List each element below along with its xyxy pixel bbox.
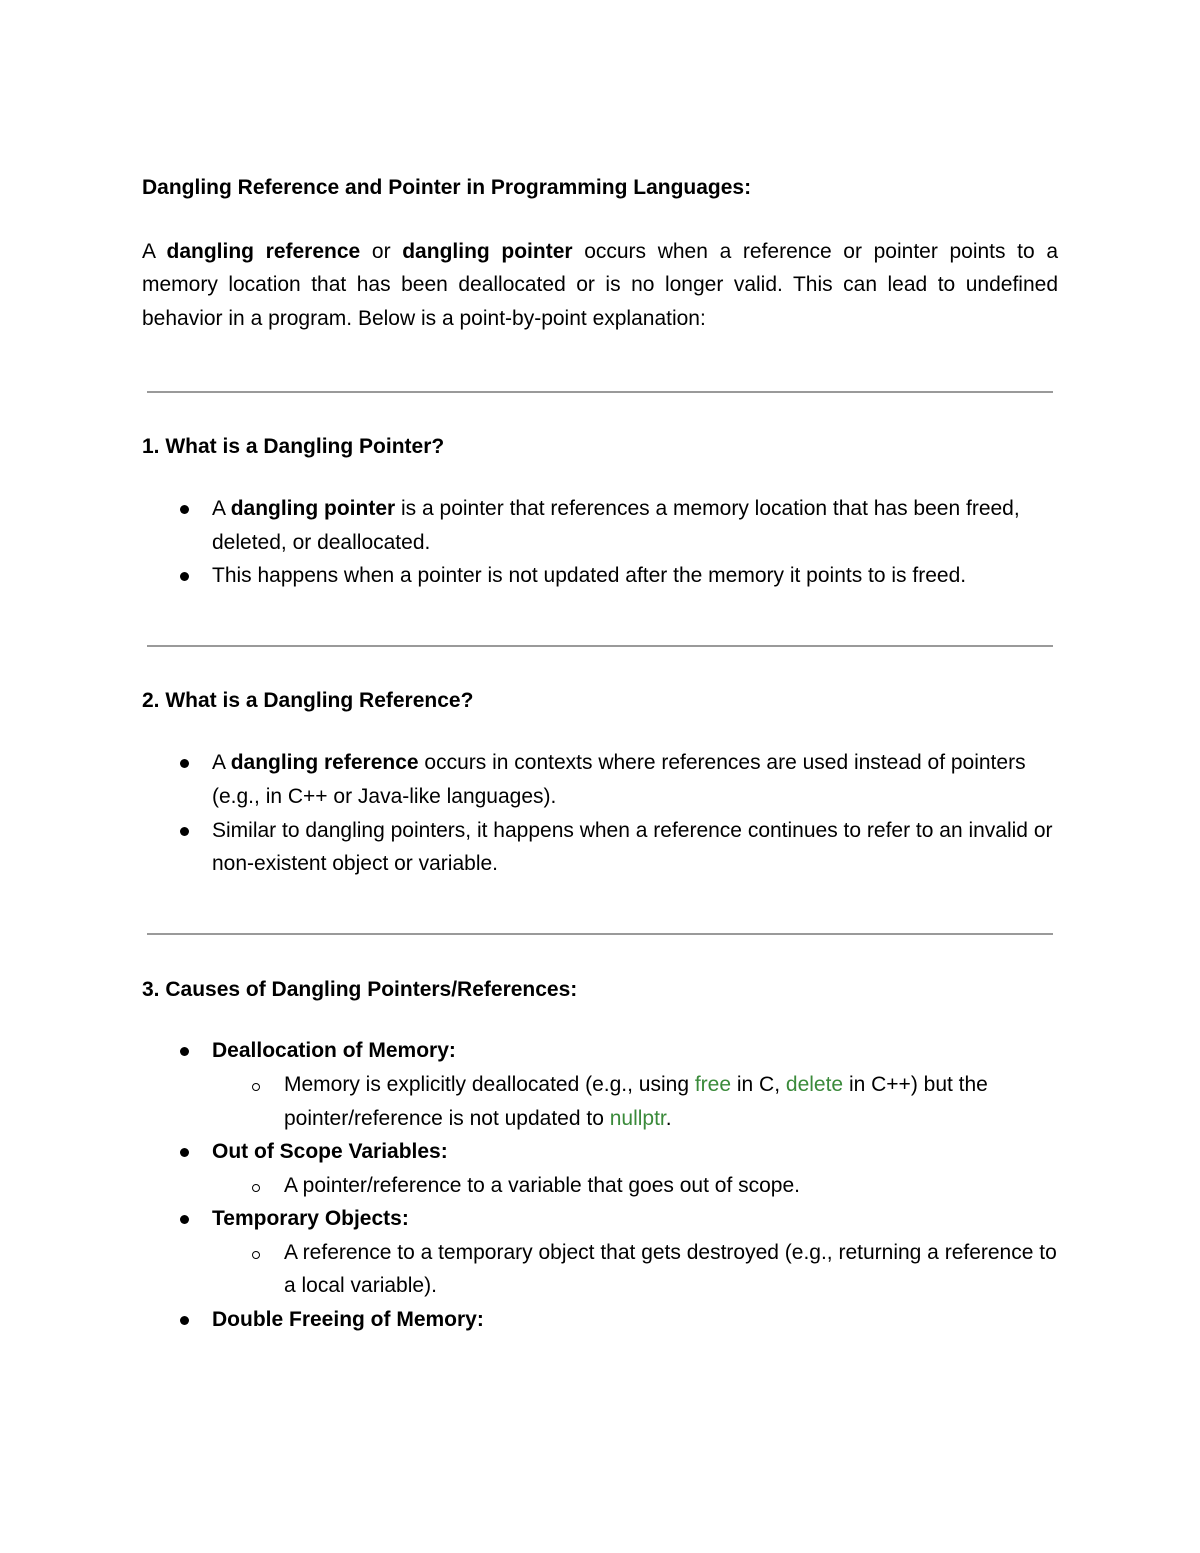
list-item [142, 1034, 1058, 1135]
horizontal-rule [147, 391, 1053, 393]
code-delete: delete [785, 1072, 844, 1096]
section-3-list [142, 1034, 1058, 1336]
bullet-icon [180, 1047, 189, 1056]
horizontal-rule [147, 645, 1053, 647]
bullet-icon [180, 1215, 189, 1224]
list-item [142, 1303, 1058, 1337]
hollow-bullet-icon [252, 1184, 260, 1192]
bullet-icon [180, 505, 189, 514]
cause-label: Deallocation of Memory: [212, 1039, 456, 1063]
sub-list [212, 1068, 1058, 1135]
section-1-heading: 1. What is a Dangling Pointer? [142, 435, 445, 459]
document-body [142, 171, 1058, 1337]
intro-text-1: A [142, 239, 167, 263]
bullet-icon [180, 572, 189, 581]
bold-term: dangling pointer [230, 496, 396, 520]
intro-text-2: or [360, 239, 403, 263]
bullet-icon [180, 759, 189, 768]
bullet-icon [180, 1148, 189, 1157]
intro-bold-dangling-reference: dangling reference [166, 239, 361, 263]
cause-label: Out of Scope Variables: [212, 1140, 448, 1164]
intro-paragraph [142, 235, 1058, 336]
intro-bold-dangling-pointer: dangling pointer [402, 239, 573, 263]
sub-list [212, 1169, 1058, 1203]
sub-list [212, 1236, 1058, 1303]
hollow-bullet-icon [252, 1083, 260, 1091]
list-item: This happens when a pointer is not updated after the memory it points to is freed. [142, 559, 1058, 593]
bold-term: dangling reference [230, 751, 419, 775]
bullet-icon [180, 827, 189, 836]
cause-label: Double Freeing of Memory: [212, 1308, 484, 1332]
horizontal-rule [147, 933, 1053, 935]
sub-list-item: Memory is explicitly deallocated (e.g., using free in C, delete in C++) but the pointer/reference is not updated to nullptr. [212, 1068, 1058, 1135]
hollow-bullet-icon [252, 1251, 260, 1259]
list-item: Similar to dangling pointers, it happens when a reference continues to refer to an invalid or non-existent object or variable. [142, 814, 1058, 881]
intro-text-3: occurs when a reference or pointer points to a memory location that has been deallocated or is no longer valid. This can lead to undefined behavior in a program. Below is a point-by-point explanation: [142, 239, 1059, 330]
section-2-heading: 2. What is a Dangling Reference? [142, 688, 474, 712]
list-item: A dangling pointer is a pointer that references a memory location that has been freed, deleted, or deallocated. [142, 492, 1058, 559]
list-item: A dangling reference occurs in contexts where references are used instead of pointers (e.g., in C++ or Java-like languages). [142, 746, 1058, 813]
code-nullptr: nullptr [609, 1106, 666, 1130]
list-item [142, 1202, 1058, 1303]
section-1-list [142, 492, 1058, 593]
document-title: Dangling Reference and Pointer in Programming Languages: [142, 176, 752, 199]
section-3-heading: 3. Causes of Dangling Pointers/References: [142, 977, 578, 1001]
cause-label: Temporary Objects: [212, 1207, 409, 1231]
bullet-icon [180, 1316, 189, 1325]
sub-list-item: A reference to a temporary object that gets destroyed (e.g., returning a reference to a local variable). [212, 1236, 1058, 1303]
code-free: free [694, 1072, 732, 1096]
list-item [142, 1135, 1058, 1202]
section-2-list [142, 746, 1058, 880]
sub-list-item: A pointer/reference to a variable that goes out of scope. [212, 1169, 1058, 1203]
